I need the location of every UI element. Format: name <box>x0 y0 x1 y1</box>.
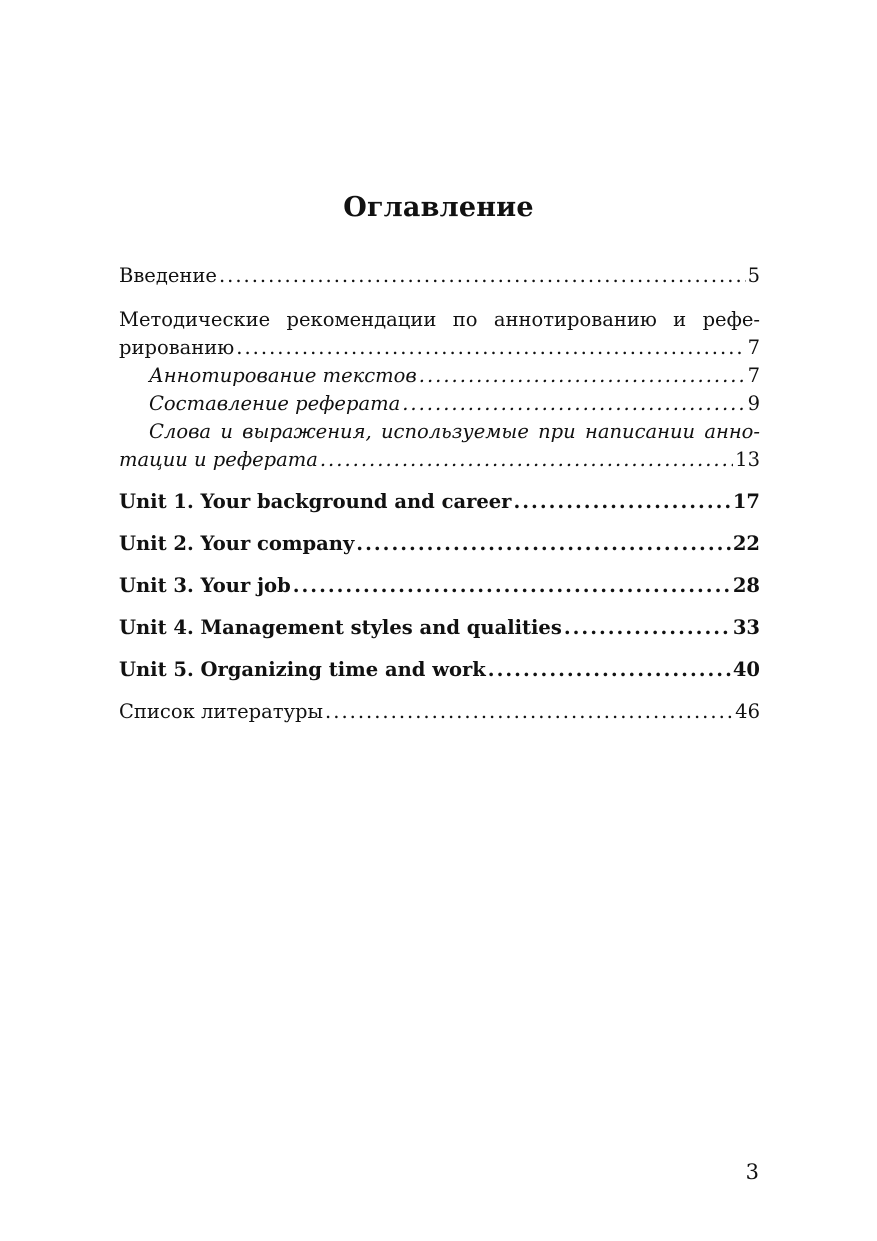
toc-entry-unit-5 <box>119 656 760 684</box>
page-number: 3 <box>745 1160 759 1184</box>
dot-leader <box>356 530 731 558</box>
dot-leader <box>219 262 746 290</box>
toc-entry-label: Unit 1. Your background and career <box>119 490 512 513</box>
toc-entry-label: Список литературы <box>119 700 324 723</box>
toc-entry-summary <box>119 390 760 418</box>
toc-entry-references <box>119 698 760 726</box>
dot-leader <box>419 362 746 390</box>
toc-entry-phrases <box>119 418 760 474</box>
toc-entry-method-last-line <box>119 334 760 362</box>
toc-entry-label: Аннотирование текстов <box>149 364 417 387</box>
dot-leader <box>320 446 733 474</box>
toc-entry-label: Unit 3. Your job <box>119 574 291 597</box>
toc-entry-page: 40 <box>732 658 760 681</box>
dot-leader <box>513 488 730 516</box>
toc-entry-label: Unit 4. Management styles and qualities <box>119 616 562 639</box>
toc-entry-method <box>119 306 760 362</box>
toc-entry-unit-3 <box>119 572 760 600</box>
toc-entry-label: Unit 5. Organizing time and work <box>119 658 486 681</box>
toc-entry-annotation <box>119 362 760 390</box>
toc-entry-label-line2: рированию <box>119 336 235 359</box>
page-title: Оглавление <box>343 192 534 223</box>
toc-entry-page: 7 <box>747 364 760 387</box>
dot-leader <box>402 390 745 418</box>
toc-entry-page: 46 <box>735 700 760 723</box>
toc-entry-label-line1: Слова и выражения, используемые при написании анно- <box>149 420 760 443</box>
dot-leader <box>564 614 731 642</box>
toc-entry-page: 13 <box>735 448 760 471</box>
toc-entry-unit-4 <box>119 614 760 642</box>
toc-entry-page: 22 <box>732 532 760 555</box>
toc-entry-label: Введение <box>119 264 217 287</box>
toc-entry-page: 5 <box>747 264 760 287</box>
toc-entry-phrases-last-line <box>119 446 760 474</box>
dot-leader <box>488 656 731 684</box>
toc-entry-intro <box>119 262 760 290</box>
toc-entry-unit-1 <box>119 488 760 516</box>
dot-leader <box>236 334 745 362</box>
toc-entry-page: 33 <box>732 616 760 639</box>
toc-entry-page: 28 <box>732 574 760 597</box>
dot-leader <box>293 572 731 600</box>
toc-entry-page: 17 <box>732 490 760 513</box>
dot-leader <box>325 698 733 726</box>
toc-entry-label: Составление реферата <box>149 392 401 415</box>
toc-entry-unit-2 <box>119 530 760 558</box>
toc-entry-page: 9 <box>747 392 760 415</box>
toc-entry-label-line1: Методические рекомендации по аннотированию и рефе- <box>119 308 760 331</box>
toc-entry-label-line2: тации и реферата <box>119 448 318 471</box>
toc-entry-label: Unit 2. Your company <box>119 532 355 555</box>
toc-entry-page: 7 <box>747 336 760 359</box>
table-of-contents <box>119 262 760 726</box>
